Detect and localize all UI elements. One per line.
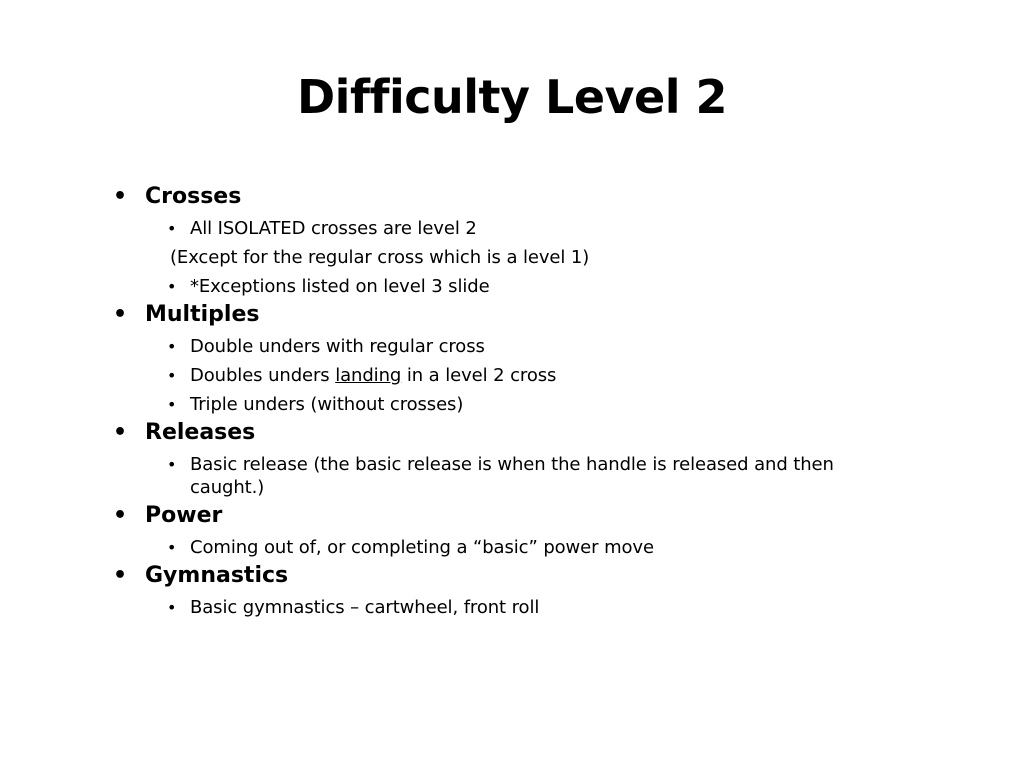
list-item-continuation: [113, 246, 913, 269]
list-item: [113, 453, 913, 499]
section-heading-label: Multiples: [145, 302, 260, 327]
bullet-icon: •: [167, 455, 177, 474]
bullet-icon: •: [167, 395, 177, 414]
section-heading-power: [113, 502, 913, 530]
list-item-text: Coming out of, or completing a “basic” power move: [190, 537, 654, 558]
list-item-text: Triple unders (without crosses): [190, 394, 464, 415]
slide-title: Difficulty Level 2: [297, 70, 727, 124]
bullet-icon: •: [113, 302, 128, 327]
bullet-icon: •: [167, 277, 177, 296]
list-item: [113, 335, 913, 358]
list-item: [113, 364, 913, 387]
bullet-icon: •: [113, 563, 128, 588]
list-item-underlined-word: landing: [335, 365, 402, 386]
section-heading-label: Power: [145, 503, 223, 528]
slide-body: [113, 180, 913, 619]
list-item-text: (Except for the regular cross which is a level 1): [170, 247, 590, 268]
section-heading-label: Gymnastics: [145, 563, 289, 588]
list-item-text: Basic gymnastics – cartwheel, front roll: [190, 597, 540, 618]
bullet-icon: •: [113, 184, 128, 209]
list-item: [113, 536, 913, 559]
list-item-text-before: Doubles unders: [190, 365, 336, 386]
list-item-text: Basic release (the basic release is when the handle is released and then caught.): [190, 454, 834, 498]
section-heading-gymnastics: [113, 562, 913, 590]
section-heading-multiples: [113, 301, 913, 329]
bullet-icon: •: [167, 598, 177, 617]
section-heading-releases: [113, 419, 913, 447]
bullet-icon: •: [167, 337, 177, 356]
list-item-text: All ISOLATED crosses are level 2: [190, 218, 477, 239]
bullet-icon: •: [167, 366, 177, 385]
list-item-text-after: in a level 2 cross: [401, 365, 557, 386]
list-item: [113, 275, 913, 298]
section-heading-label: Releases: [145, 420, 256, 445]
section-heading-crosses: [113, 183, 913, 211]
bullet-icon: •: [167, 219, 177, 238]
list-item-text: Double unders with regular cross: [190, 336, 485, 357]
bullet-icon: •: [113, 503, 128, 528]
bullet-icon: •: [167, 538, 177, 557]
bullet-icon: •: [113, 420, 128, 445]
list-item: [113, 596, 913, 619]
list-item-text: *Exceptions listed on level 3 slide: [190, 276, 490, 297]
list-item: [113, 217, 913, 240]
list-item: [113, 393, 913, 416]
section-heading-label: Crosses: [145, 184, 242, 209]
